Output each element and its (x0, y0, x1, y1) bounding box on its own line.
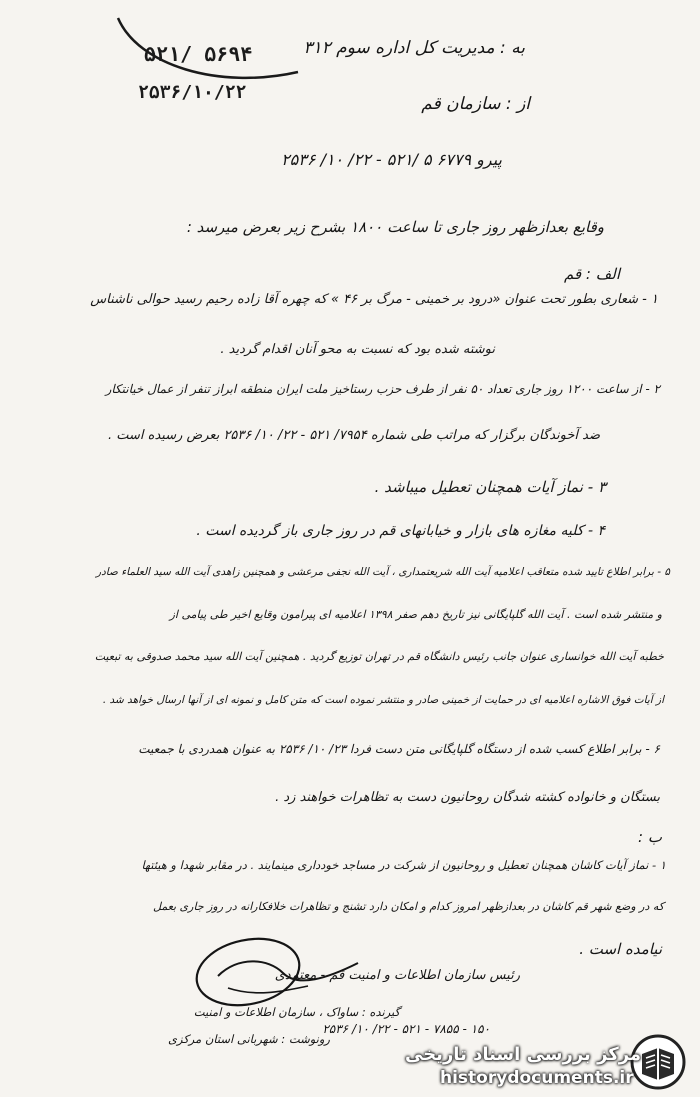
reference-line: پیرو ۶۷۷۹ ۵ /۵۲۱ - ۲۲/ ۱۰/ ۲۵۳۶ (281, 150, 502, 169)
alef-item-5-cont-1: و منتشر شده است . آیت الله گلپایگانی نیز تاریخ دهم صفر ۱۳۹۸ اعلامیه ای پیرامون وقایع اخیر طی پیامی از (169, 608, 662, 621)
be-item-1: ۱ - نماز آیات کاشان همچنان تعطیل و روحانیون از شرکت در مساجد خودداری مینمایند . در مقابر شهدا و هیئتها (141, 858, 666, 872)
be-item-1-cont-1: که در وضع شهر قم کاشان در بعدازظهر امروز کدام و امکان دارد تشنج و تظاهرات خلافکارانه در روز جاری بعمل (153, 900, 664, 913)
stamp-date: ۲۵۳۶/۱۰/۲۲ (138, 82, 247, 103)
footer-line-2: رونوشت : شهربانی استان مرکزی (167, 1032, 330, 1046)
alef-item-2: ۲ - از ساعت ۱۲۰۰ روز جاری تعداد ۵۰ نفر از طرف حزب رستاخیز ملت ایران منطقه ابراز تنفر از عمال خیانتکار (105, 382, 660, 396)
alef-item-5: ۵ - برابر اطلاع تایید شده متعاقب اعلامیه آیت الله شریعتمداری ، آیت الله نجفی مرعشی و همچنین زاهدی آیت الله سید العلماء صادر (96, 566, 670, 578)
alef-item-1: ۱ - شعاری بطور تحت عنوان «درود بر خمینی - مرگ بر ۴۶ » که چهره آقا زاده رحیم رسید حوالی ناشناس (90, 292, 658, 307)
alef-item-6: ۶ - برابر اطلاع کسب شده از دستگاه گلپایگانی متن دست فردا ۲۳/ ۱۰/ ۲۵۳۶ به عنوان همدردی با جمعیت (138, 742, 660, 756)
footer-line-1: گیرنده : ساواک ، سازمان اطلاعات و امنیت (193, 1005, 400, 1019)
be-item-1-cont-2: نیامده است . (579, 940, 662, 958)
signature-title: رئیس سازمان اطلاعات و امنیت قم - معتمدی (274, 968, 520, 983)
alef-item-5-cont-2: خطبه آیت الله خوانساری عنوان جانب رئیس دانشگاه قم در تهران توزیع گردید . همچنین آیت الله سید محمد صدوقی به تبعیت (94, 650, 664, 663)
alef-item-2-cont: ضد آخوندگان برگزار که مراتب طی شماره ۷۹۵۴/ ۵۲۱ - ۲۲/ ۱۰/ ۲۵۳۶ بعرض رسیده است . (108, 428, 600, 443)
from-line: از : سازمان قم (421, 94, 530, 114)
section-alef-heading: الف : قم (563, 265, 620, 283)
watermark-url: historydocuments.ir (440, 1068, 634, 1088)
stamp-number: ۵۲۱/ ۵۶۹۴ (144, 42, 253, 66)
watermark-org-name: مرکز بررسی اسناد تاریخی (405, 1044, 642, 1065)
registration-stamp (138, 42, 278, 102)
section-be-heading: ب : (638, 828, 662, 846)
alef-item-5-cont-3: از آیات فوق الاشاره اعلامیه ای در حمایت از خمینی صادر و منتشر نموده است که متن کامل و نمونه ای از آنها ارسال خواهد شد . (102, 694, 664, 706)
alef-item-1-cont: نوشته شده بود که نسبت به محو آنان اقدام گردید . (220, 342, 495, 357)
alef-item-6-cont: بستگان و خانواده کشته شدگان روحانیون دست به تظاهرات خواهند زد . (275, 790, 660, 805)
alef-item-4: ۴ - کلیه مغازه های بازار و خیابانهای قم در روز جاری باز گردیده است . (196, 523, 605, 539)
intro-text: وقایع بعدازظهر روز جاری تا ساعت ۱۸۰۰ بشرح زیر بعرض میرسد : (186, 218, 604, 236)
to-line: به : مدیریت کل اداره سوم ۳۱۲ (303, 38, 525, 58)
alef-item-3: ۳ - نماز آیات همچنان تعطیل میباشد . (374, 478, 606, 496)
footer-line-3: ۱۵۰ - ۷۸۵۵ - ۵۲۱ - ۲۲/ ۱۰/ ۲۵۳۶ (322, 1022, 490, 1036)
